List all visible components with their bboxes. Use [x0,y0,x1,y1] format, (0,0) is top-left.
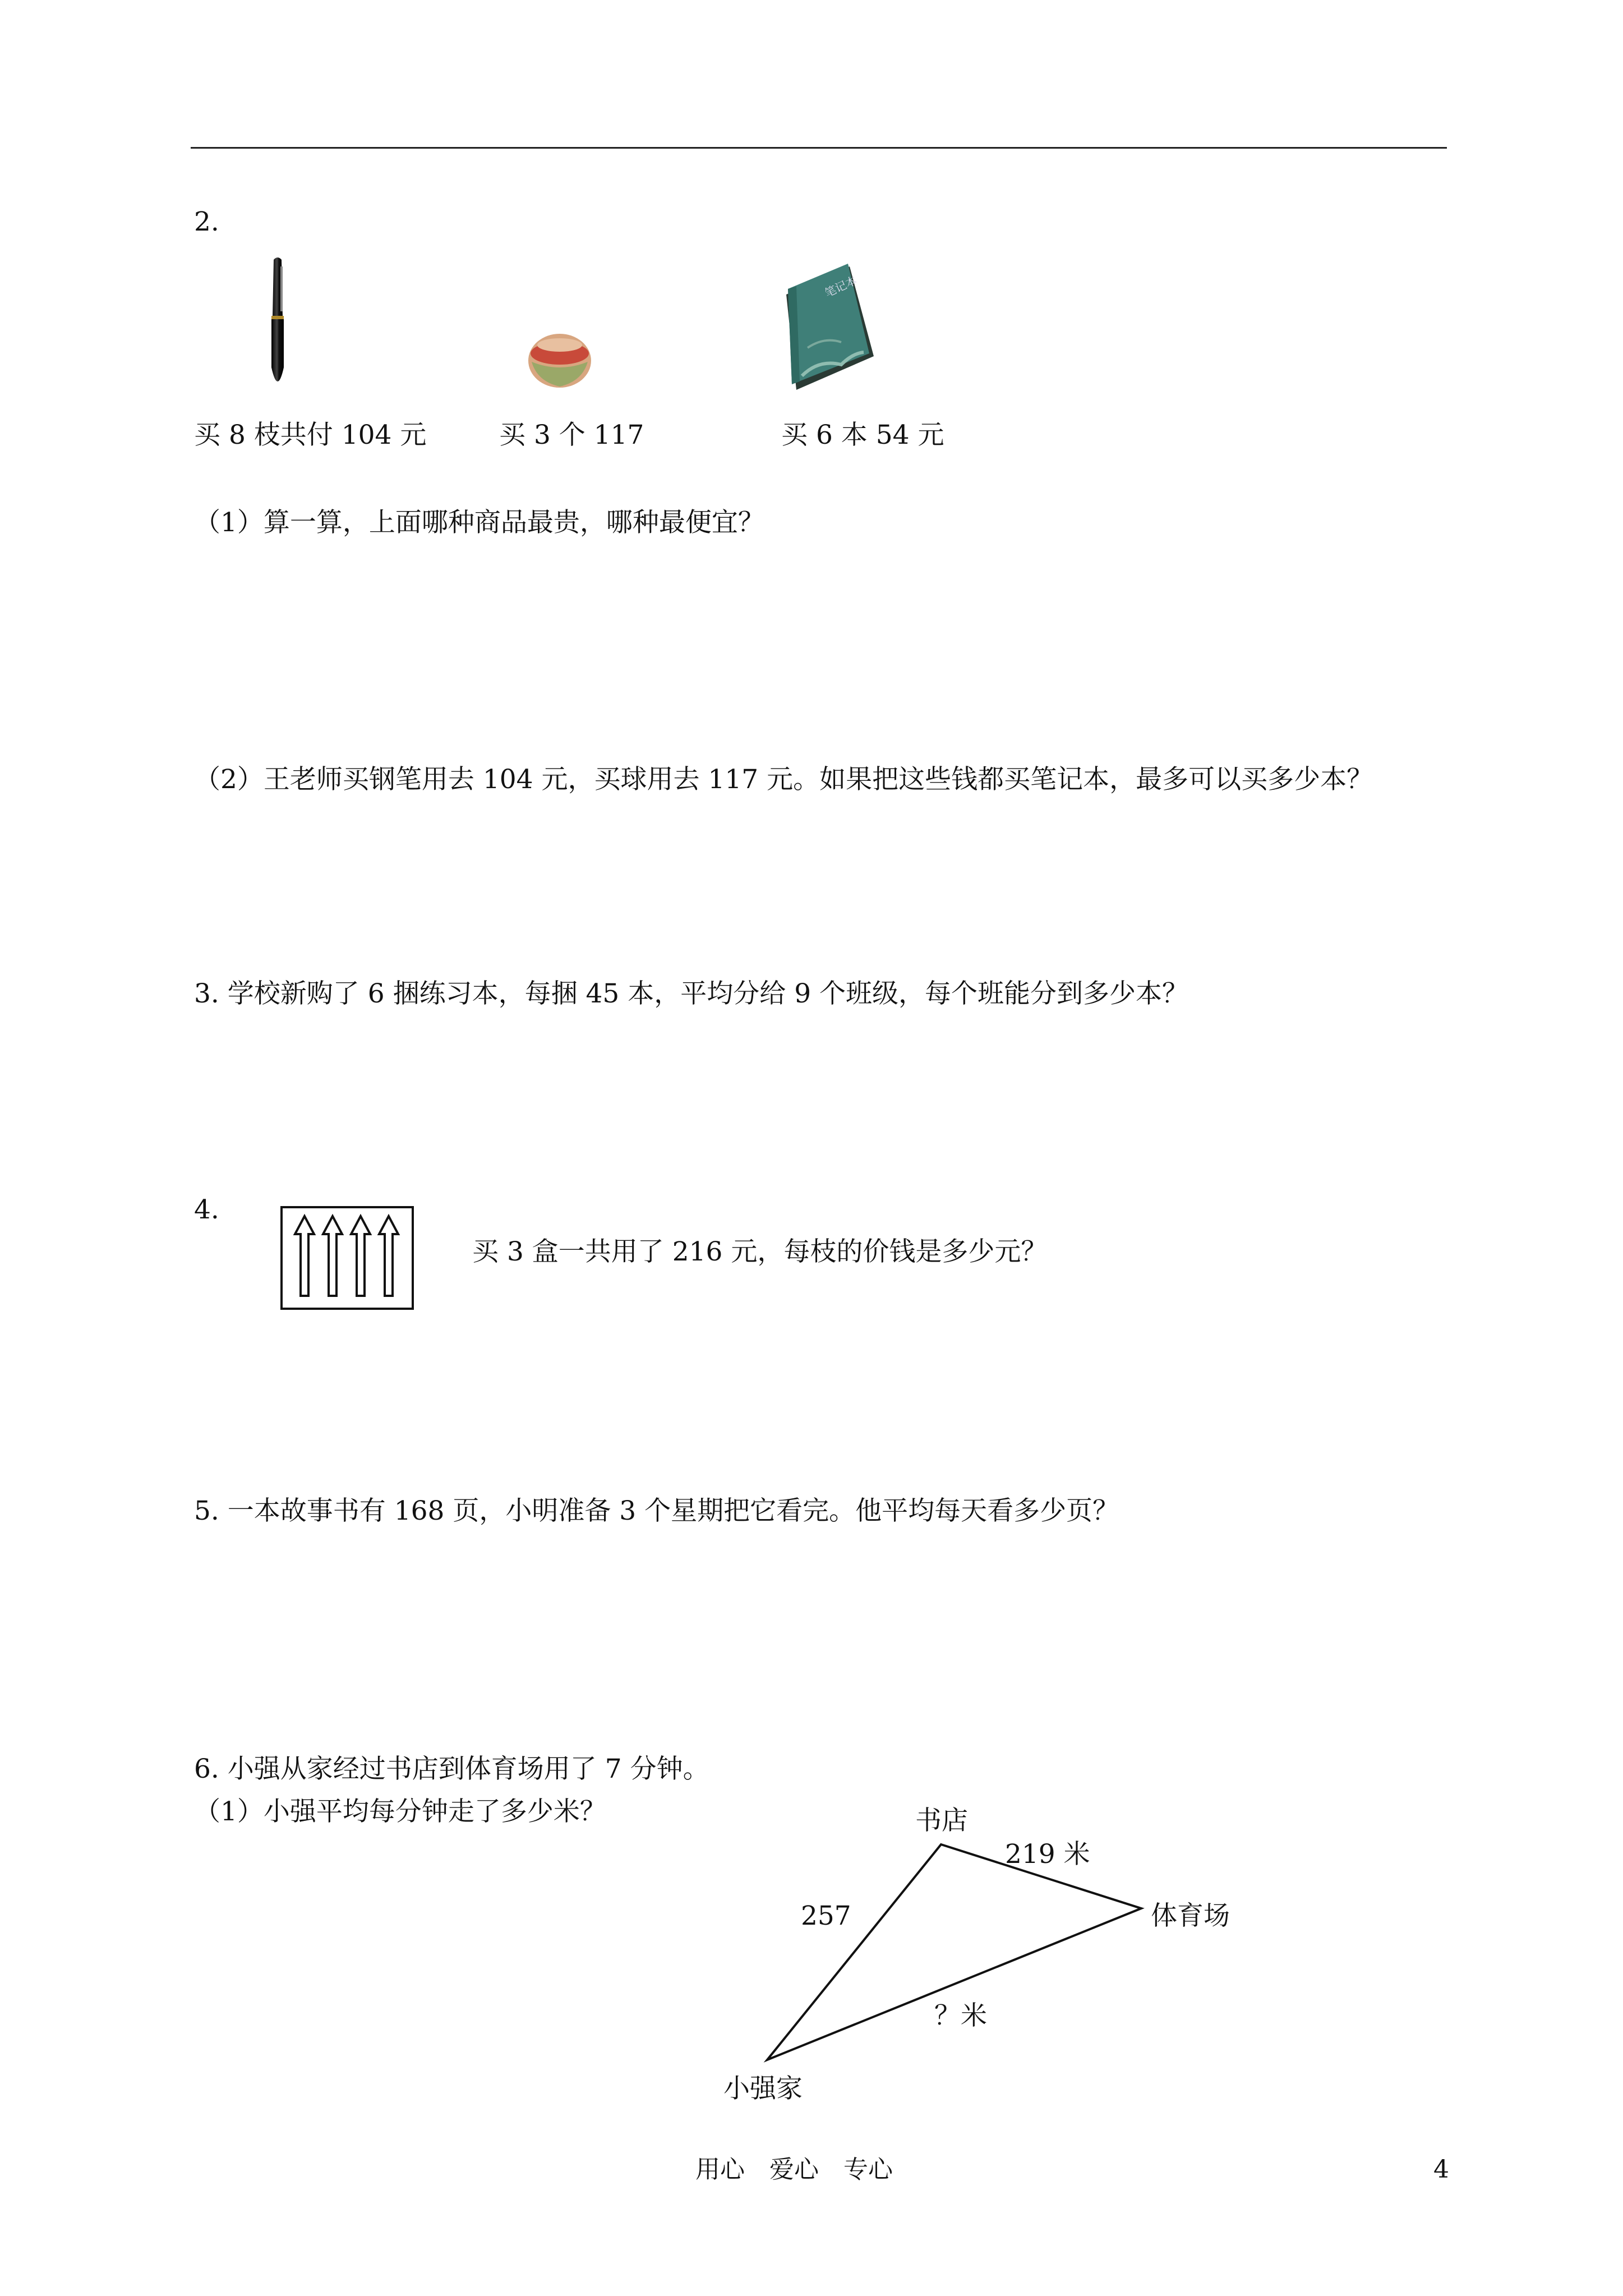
ball-icon [526,328,593,390]
route-triangle-diagram [729,1834,1178,2115]
q4-number: 4. [194,1194,219,1225]
q5-text: 5. 一本故事书有 168 页，小明准备 3 个星期把它看完。他平均每天看多少页？ [194,1496,1119,1526]
pencil-arrow-4 [379,1216,398,1296]
pen-icon [264,255,292,395]
diagram-bookstore-label: 书店 [915,1805,968,1836]
diagram-stadium-label: 体育场 [1151,1901,1230,1931]
q3-text: 3. 学校新购了 6 捆练习本，每捆 45 本，平均分给 9 个班级，每个班能分到多少本？ [194,978,1189,1009]
q2-product-ball-caption: 买 3 个 117 [499,420,644,450]
diagram-bookstore-stadium-distance: 219 米 [1005,1839,1090,1870]
header-rule [191,147,1447,149]
diagram-home-bookstore-distance: 257 [801,1901,851,1931]
notebook-cover-text: 笔记本 [822,273,859,300]
pencil-box-icon [280,1206,414,1310]
q2-product-notebook-caption: 买 6 本 54 元 [781,420,944,450]
diagram-home-label: 小强家 [723,2073,803,2104]
footer-motto: 用心 爱心 专心 [695,2155,893,2184]
pencil-arrow-3 [351,1216,370,1296]
q6-part1: （1）小强平均每分钟走了多少米？ [194,1796,606,1827]
q6-text: 6. 小强从家经过书店到体育场用了 7 分钟。 [194,1754,709,1784]
diagram-home-stadium-distance: ？米 [934,2000,987,2031]
pencil-arrow-2 [323,1216,342,1296]
q4-text: 买 3 盒一共用了 216 元，每枝的价钱是多少元？ [472,1236,1048,1267]
q2-number: 2. [194,206,219,237]
q2-product-pen-caption: 买 8 枝共付 104 元 [194,420,427,450]
page-number: 4 [1433,2155,1449,2184]
q2-part2: （2）王老师买钢笔用去 104 元，买球用去 117 元。如果把这些钱都买笔记本，最多可以买多少本？ [194,764,1373,795]
pencil-arrow-1 [295,1216,314,1296]
notebook-icon [785,264,880,398]
q2-part1: （1）算一算，上面哪种商品最贵，哪种最便宜？ [194,507,764,538]
